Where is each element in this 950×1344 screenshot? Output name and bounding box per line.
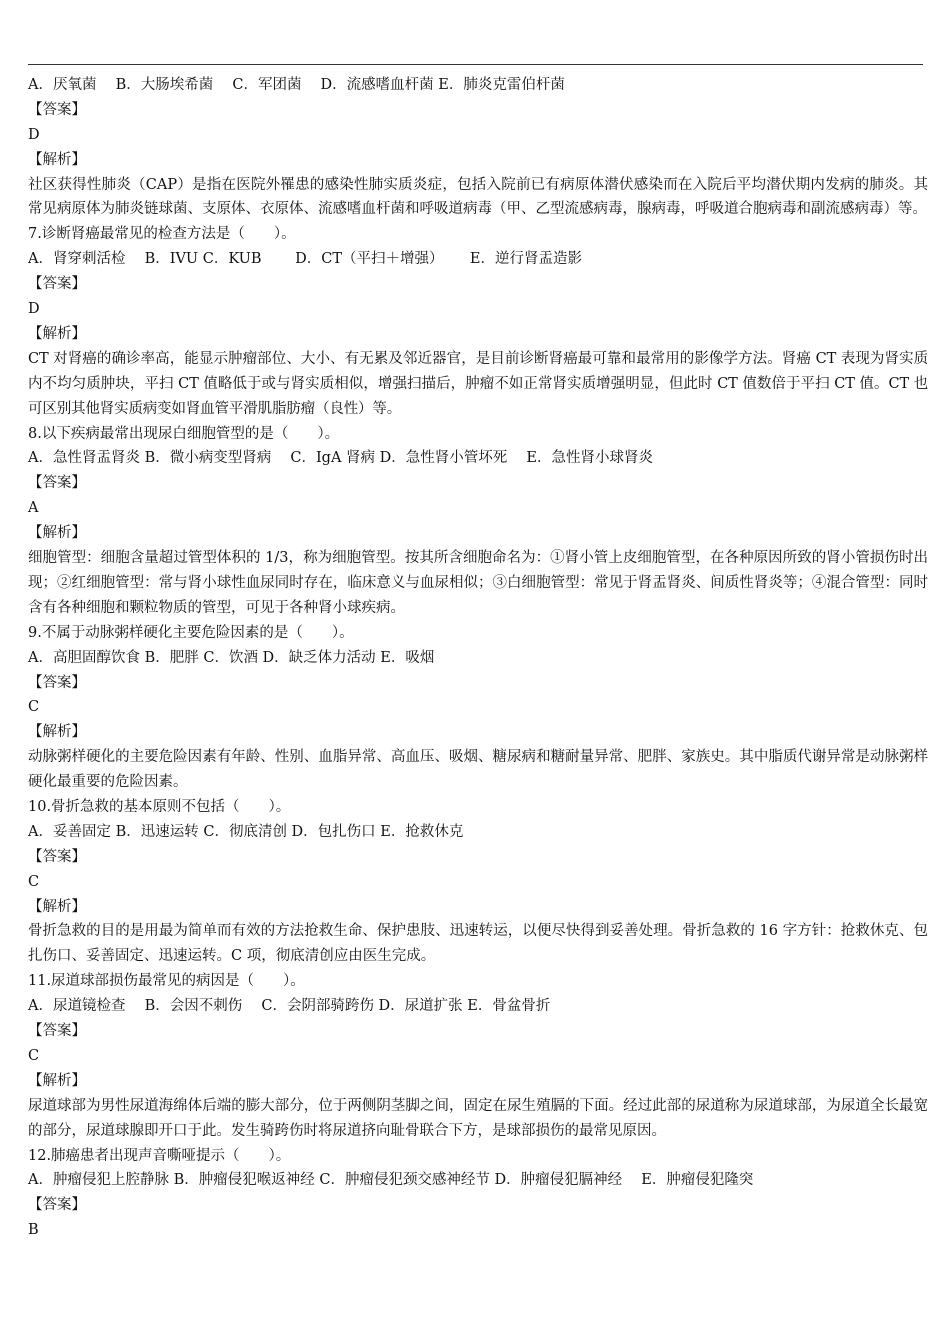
- answer-value: D: [28, 301, 40, 318]
- answer-label: 【答案】: [28, 1023, 86, 1040]
- answer-value: C: [28, 1047, 40, 1064]
- answer-label: 【答案】: [28, 674, 86, 691]
- question-10: 10.骨折急救的基本原则不包括（ ）。: [28, 798, 291, 815]
- answer-value: C: [28, 699, 40, 716]
- question-12: 12.肺癌患者出现声音嘶哑提示（ ）。: [28, 1147, 291, 1164]
- explanation-text: CT 对肾癌的确诊率高，能显示肿瘤部位、大小、有无累及邻近器官，是目前诊断肾癌最可靠和最常用的影像学方法。肾癌 CT 表现为肾实质内不均匀质肿块，平扫 CT 值略低于或与肾实质相似，增强扫描后，肿瘤不如正常肾实质增强明显，但此时 CT 值数倍于平扫 CT 值。CT 也可区别其他肾实质病变如肾血管平滑肌脂肪瘤（良性）等。: [28, 350, 928, 417]
- answer-label: 【答案】: [28, 276, 86, 293]
- answer-label: 【答案】: [28, 475, 86, 492]
- answer-value: D: [28, 126, 40, 143]
- answer-label: 【答案】: [28, 101, 86, 118]
- question-9: 9.不属于动脉粥样硬化主要危险因素的是（ ）。: [28, 624, 354, 641]
- question-7: 7.诊断肾癌最常见的检查方法是（ ）。: [28, 226, 296, 243]
- options-line: A．肾穿刺活检 B．IVU C．KUB D．CT（平扫＋增强） E．逆行肾盂造影: [28, 251, 582, 268]
- explanation-text: 尿道球部为男性尿道海绵体后端的膨大部分，位于两侧阴茎脚之间，固定在尿生殖膈的下面。经过此部的尿道称为尿道球部，为尿道全长最宽的部分，尿道球腺即开口于此。发生骑跨伤时将尿道挤向耻骨联合下方，是球部损伤的最常见原因。: [28, 1097, 928, 1139]
- explanation-label: 【解析】: [28, 151, 86, 168]
- explanation-text: 动脉粥样硬化的主要危险因素有年龄、性别、血脂异常、高血压、吸烟、糖尿病和糖耐量异常、肥胖、家族史。其中脂质代谢异常是动脉粥样硬化最重要的危险因素。: [28, 749, 928, 791]
- options-line: A．高胆固醇饮食 B．肥胖 C．饮酒 D．缺乏体力活动 E．吸烟: [28, 649, 435, 666]
- explanation-label: 【解析】: [28, 325, 86, 342]
- answer-label: 【答案】: [28, 1197, 86, 1214]
- answer-value: C: [28, 873, 40, 890]
- question-8: 8.以下疾病最常出现尿白细胞管型的是（ ）。: [28, 425, 340, 442]
- explanation-text: 社区获得性肺炎（CAP）是指在医院外罹患的感染性肺实质炎症，包括入院前已有病原体潜伏感染而在入院后平均潜伏期内发病的肺炎。其常见病原体为肺炎链球菌、支原体、衣原体、流感嗜血杆菌和呼吸道病毒（甲、乙型流感病毒，腺病毒，呼吸道合胞病毒和副流感病毒）等。: [28, 176, 928, 218]
- explanation-label: 【解析】: [28, 724, 86, 741]
- options-line: A．急性肾盂肾炎 B．微小病变型肾病 C．IgA 肾病 D．急性肾小管坏死 E．急性肾小球肾炎: [28, 450, 653, 467]
- explanation-text: 骨折急救的目的是用最为简单而有效的方法抢救生命、保护患肢、迅速转运，以便尽快得到妥善处理。骨折急救的 16 字方针：抢救休克、包扎伤口、妥善固定、迅速运转。C 项，彻底清创应由医生完成。: [28, 923, 928, 965]
- options-line: A．肿瘤侵犯上腔静脉 B．肿瘤侵犯喉返神经 C．肿瘤侵犯颈交感神经节 D．肿瘤侵犯膈神经 E．肿瘤侵犯隆突: [28, 1172, 754, 1189]
- answer-value: B: [28, 1222, 39, 1239]
- options-line: A．妥善固定 B．迅速运转 C．彻底清创 D．包扎伤口 E．抢救休克: [28, 823, 464, 840]
- options-line: A．厌氧菌 B．大肠埃希菌 C．军团菌 D．流感嗜血杆菌 E．肺炎克雷伯杆菌: [28, 77, 565, 93]
- explanation-label: 【解析】: [28, 1072, 86, 1089]
- question-11: 11.尿道球部损伤最常见的病因是（ ）。: [28, 973, 305, 990]
- explanation-label: 【解析】: [28, 525, 86, 542]
- answer-label: 【答案】: [28, 848, 86, 865]
- header-rule: [28, 64, 923, 65]
- explanation-text: 细胞管型：细胞含量超过管型体积的 1/3，称为细胞管型。按其所含细胞命名为：①肾小管上皮细胞管型，在各种原因所致的肾小管损伤时出现；②红细胞管型：常与肾小球性血尿同时存在，临床意义与血尿相似；③白细胞管型：常见于肾盂肾炎、间质性肾炎等；④混合管型：同时含有各种细胞和颗粒物质的管型，可见于各种肾小球疾病。: [28, 550, 928, 616]
- document-body: [28, 73, 928, 1243]
- explanation-label: 【解析】: [28, 898, 86, 915]
- answer-value: A: [28, 500, 39, 517]
- options-line: A．尿道镜检查 B．会因不刺伤 C．会阴部骑跨伤 D．尿道扩张 E．骨盆骨折: [28, 998, 551, 1015]
